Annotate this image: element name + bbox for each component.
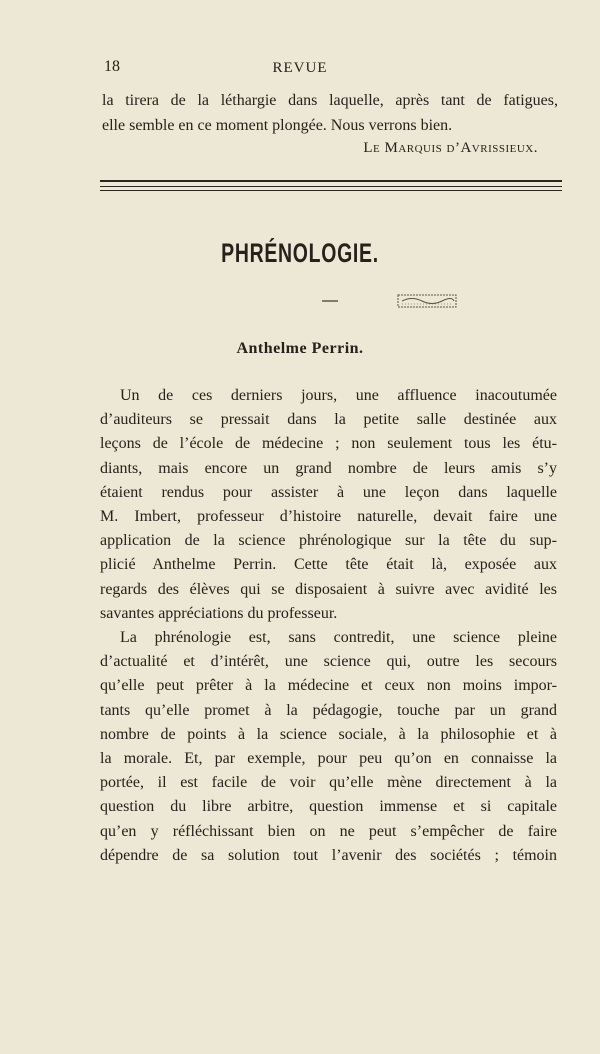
text-line: qu’elle peut prêter à la médecine et ceux non moins impor- bbox=[100, 677, 557, 695]
text-line: leçons de l’école de médecine ; non seulement tous les étu- bbox=[100, 435, 557, 453]
text-line: question du libre arbitre, question immense et si capitale bbox=[100, 798, 557, 816]
article-title: Anthelme Perrin. bbox=[236, 340, 364, 357]
text-line: d’actualité et d’intérêt, une science qui, outre les secours bbox=[100, 653, 557, 671]
text-line: regards des élèves qui se disposaient à suivre avec avidité les bbox=[100, 580, 557, 598]
section-title: PHRÉNOLOGIE. bbox=[221, 238, 379, 268]
running-head bbox=[0, 58, 600, 80]
text-line: plicié Anthelme Perrin. Cette tête était là, exposée aux bbox=[100, 556, 557, 574]
section-rule bbox=[100, 190, 562, 191]
text-line: elle semble en ce moment plongée. Nous verrons bien. bbox=[102, 117, 453, 134]
text-line: portée, il est facile de voir qu’elle mène directement à la bbox=[100, 774, 557, 792]
text-line: tants qu’elle promet à la pédagogie, touche par un grand bbox=[100, 701, 557, 719]
text-line: Un de ces derniers jours, une affluence inacoutumée bbox=[120, 387, 557, 404]
article-body bbox=[100, 384, 557, 868]
paragraph-1 bbox=[100, 384, 557, 626]
section-rule bbox=[100, 186, 562, 187]
text-line: étaient rendus pour assister à une leçon dans laquelle bbox=[100, 483, 557, 501]
text-line: d’auditeurs se pressait dans la petite salle destinée aux bbox=[100, 411, 557, 429]
text-line: M. Imbert, professeur d’histoire naturelle, devait faire une bbox=[100, 508, 557, 526]
signature: Le Marquis d’Avrissieux. bbox=[363, 140, 538, 156]
text-line: qu’en y réfléchissant bien on ne peut s’empêcher de faire bbox=[100, 822, 557, 840]
text-line: diants, mais encore un grand nombre de leurs amis s’y bbox=[100, 459, 557, 477]
running-title: REVUE bbox=[272, 60, 328, 76]
text-line: la tirera de la léthargie dans laquelle, après tant de fatigues, bbox=[102, 92, 558, 109]
text-line: savantes appréciations du professeur. bbox=[100, 604, 338, 622]
text-line: nombre de points à la science sociale, à la philosophie et à bbox=[100, 725, 557, 743]
ornament-icon bbox=[320, 292, 460, 312]
paragraph-2 bbox=[100, 626, 557, 868]
text-line: application de la science phrénologique sur la tête du sup- bbox=[100, 532, 557, 550]
section-rule bbox=[100, 180, 562, 182]
carryover-text bbox=[102, 88, 558, 138]
text-line: La phrénologie est, sans contredit, une science pleine bbox=[120, 629, 557, 647]
text-line: dépendre de sa solution tout l’avenir des sociétés ; témoin bbox=[100, 846, 557, 864]
text-line: la morale. Et, par exemple, pour peu qu’on en connaisse la bbox=[100, 750, 557, 768]
page-number: 18 bbox=[104, 58, 120, 75]
